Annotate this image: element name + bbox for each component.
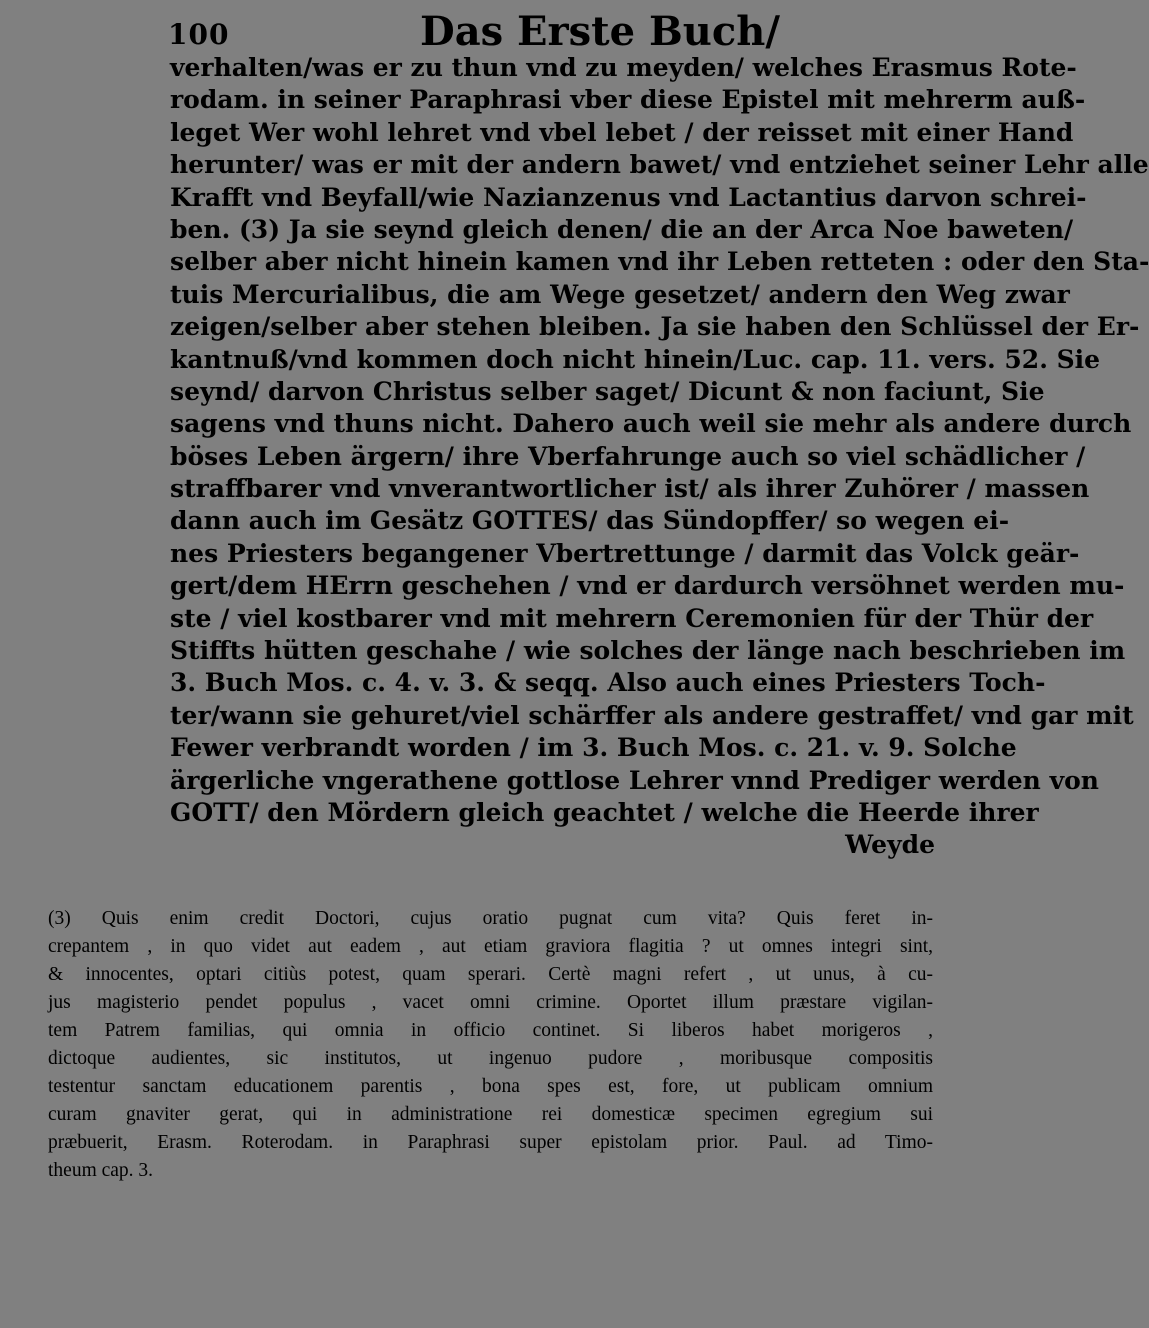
text-line: ben. (3) Ja sie seynd gleich denen/ die an der Arca Noe baweten/ [170, 214, 1074, 244]
footnote-line: crepantem , in quo videt aut eadem , aut etiam graviora flagitia ? ut omnes integri sint, [48, 936, 933, 957]
footnote-line: theum cap. 3. [48, 1160, 154, 1181]
main-text-block [170, 52, 1149, 862]
text-line: straffbarer vnd vnverantwortlicher ist/ als ihrer Zuhörer / massen [170, 474, 1090, 504]
footnote-line: jus magisterio pendet populus , vacet omni crimine. Oportet illum præstare vigilan- [48, 992, 933, 1013]
footnote-line: (3) Quis enim credit Doctori, cujus oratio pugnat cum vita? Quis feret in- [48, 908, 933, 929]
footnote-line: præbuerit, Erasm. Roterodam. in Paraphrasi super epistolam prior. Paul. ad Timo- [48, 1132, 933, 1153]
footnote-line: testentur sanctam educationem parentis , bona spes est, fore, ut publicam omnium [48, 1076, 933, 1097]
text-line: kantnuß/vnd kommen doch nicht hinein/Luc. cap. 11. vers. 52. Sie [170, 344, 1101, 374]
text-line: Fewer verbrandt worden / im 3. Buch Mos. c. 21. v. 9. Solche [170, 733, 1017, 763]
text-line: zeigen/selber aber stehen bleiben. Ja sie haben den Schlüssel der Er- [170, 312, 1140, 342]
text-line: nes Priesters begangener Vbertrettunge / darmit das Volck geär- [170, 538, 1080, 568]
footnote-line: & innocentes, optari citiùs potest, quam sperari. Certè magni refert , ut unus, à cu- [48, 964, 933, 985]
text-line: böses Leben ärgern/ ihre Vberfahrunge auch so viel schädlicher / [170, 441, 1086, 471]
text-line: ste / viel kostbarer vnd mit mehrern Ceremonien für der Thür der [170, 603, 1094, 633]
text-line: verhalten/was er zu thun vnd zu meyden/ welches Erasmus Rote- [170, 53, 1077, 82]
text-line: herunter/ was er mit der andern bawet/ vnd entziehet seiner Lehr alle [170, 150, 1149, 180]
running-head: Das Erste Buch/ [420, 8, 780, 55]
text-line: ärgerliche vngerathene gottlose Lehrer vnnd Prediger werden von [170, 765, 1099, 795]
text-line: ter/wann sie gehuret/viel schärffer als andere gestraffet/ vnd gar mit [170, 700, 1134, 730]
footnote-block [48, 905, 933, 1185]
text-line: rodam. in seiner Paraphrasi vber diese Epistel mit mehrerm auß- [170, 85, 1086, 115]
footnote-line: tem Patrem familias, qui omnia in officio continet. Si liberos habet morigeros , [48, 1020, 933, 1041]
text-line: Stiffts hütten geschahe / wie solches der länge nach beschrieben im [170, 636, 1126, 666]
text-line: leget Wer wohl lehret vnd vbel lebet / der reisset mit einer Hand [170, 117, 1074, 147]
text-line: sagens vnd thuns nicht. Dahero auch weil sie mehr als andere durch [170, 409, 1132, 439]
text-line: seynd/ darvon Christus selber saget/ Dicunt & non faciunt, Sie [170, 376, 1045, 406]
footnote-line: curam gnaviter gerat, qui in administratione rei domesticæ specimen egregium sui [48, 1104, 933, 1125]
text-line: GOTT/ den Mördern gleich geachtet / welche die Heerde ihrer [170, 797, 1039, 827]
text-line: 3. Buch Mos. c. 4. v. 3. & seqq. Also auch eines Priesters Toch- [170, 668, 1046, 698]
catchword: Weyde [845, 830, 935, 860]
text-line: selber aber nicht hinein kamen vnd ihr Leben retteten : oder den Sta- [170, 247, 1149, 277]
page-number: 100 [168, 18, 230, 51]
text-line: gert/dem HErrn geschehen / vnd er dardurch versöhnet werden mu- [170, 571, 1125, 601]
text-line: dann auch im Gesätz GOTTES/ das Sündopffer/ so wegen ei- [170, 506, 1010, 536]
text-line: tuis Mercurialibus, die am Wege gesetzet/ andern den Weg zwar [170, 279, 1070, 309]
footnote-line: dictoque audientes, sic institutos, ut ingenuo pudore , moribusque compositis [48, 1048, 933, 1069]
text-line: Krafft vnd Beyfall/wie Nazianzenus vnd Lactantius darvon schrei- [170, 182, 1087, 212]
